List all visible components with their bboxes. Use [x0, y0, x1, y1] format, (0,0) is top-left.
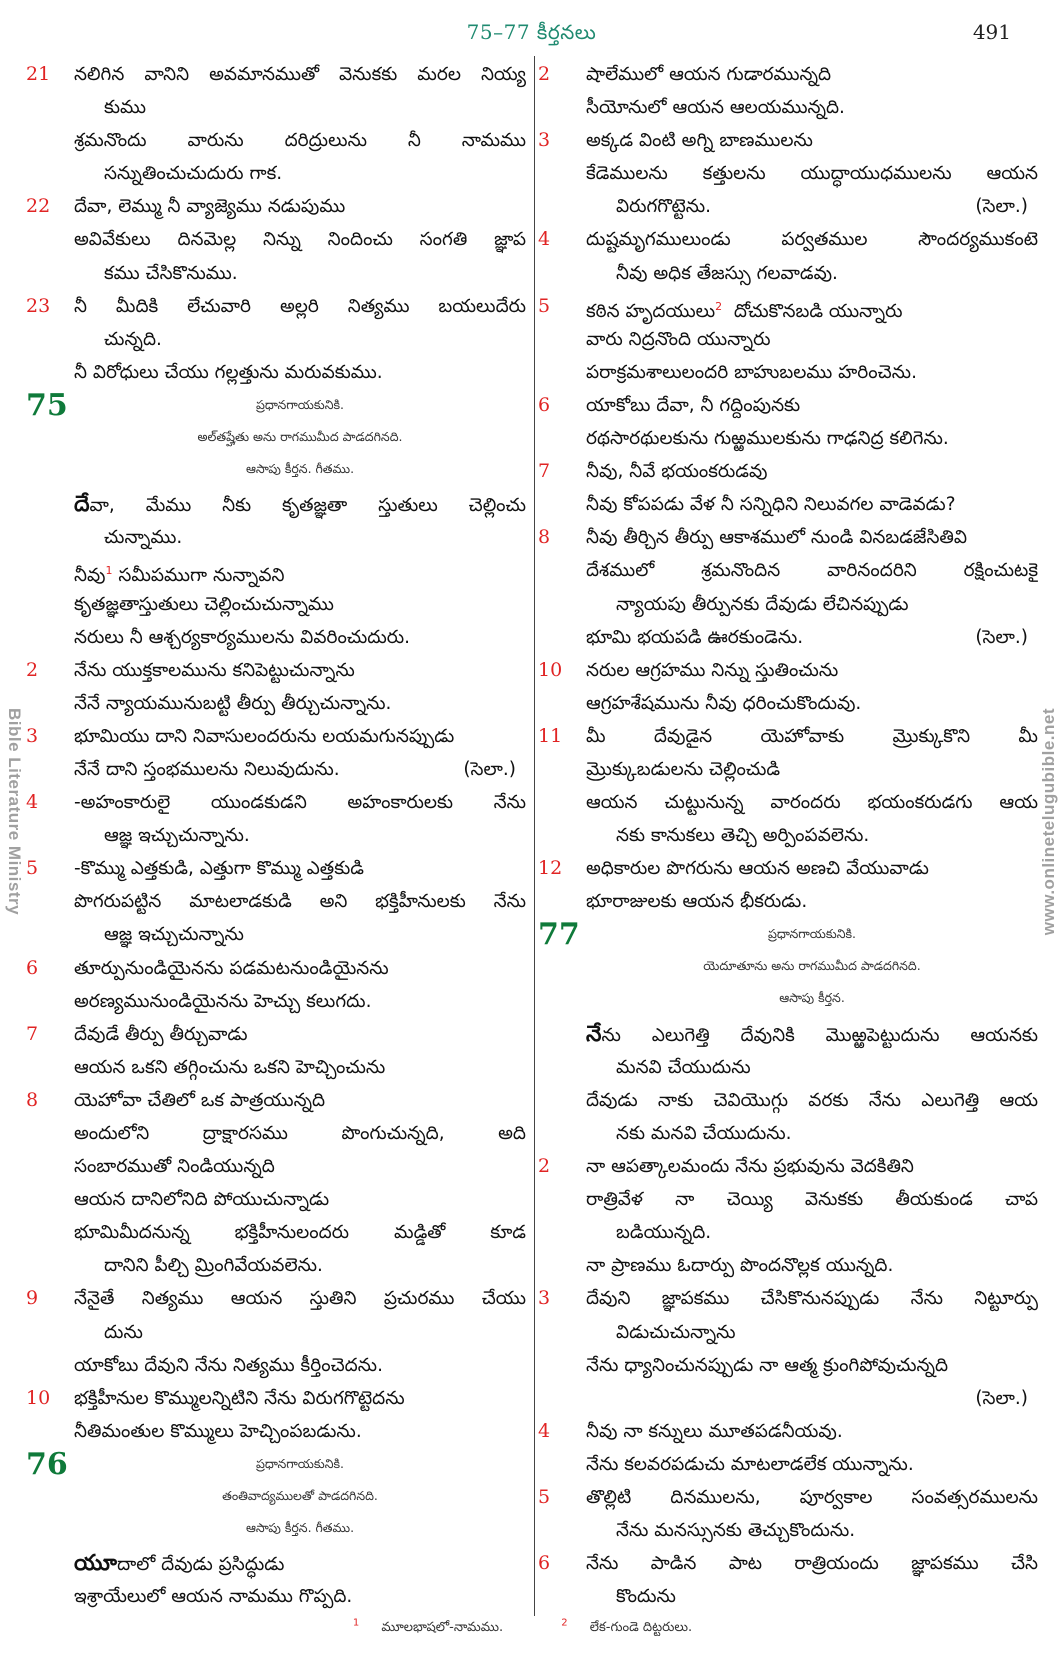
right-column: [538, 58, 1038, 1613]
verse-line: భూమి భయపడి ఊరకుండెను. (సెలా.): [538, 621, 1038, 654]
psalm-superscription: యెదూతూను అను రాగముమీద పాడదగినది.: [703, 958, 921, 974]
verse-line: రాత్రివేళ నా చెయ్యి వెనుకకు తీయకుండ చాప: [586, 1189, 1038, 1211]
verse-line: అవివేకులు దినమెల్ల నిన్ను నిందించు సంగతి జ్ఞాప: [74, 229, 526, 251]
verse-number: 10: [26, 1386, 51, 1409]
selah-marker: (సెలా.): [463, 758, 516, 780]
verse-line: 11 మీ దేవుడైన యెహోవాకు మ్రొక్కుకొని మీ: [538, 720, 1038, 753]
verse-line: 12 అధికారుల పొగరును ఆయన అణచి వేయువాడు: [538, 852, 1038, 885]
verse-line: 2 నేను యుక్తకాలమును కనిపెట్టుచున్నాను: [26, 654, 526, 687]
verse-line: దును: [104, 1321, 143, 1343]
verse-line: మ్రొక్కుబడులను చెల్లించుడి: [586, 758, 781, 780]
verse-line: 6 తూర్పునుండియైనను పడమటనుండియైనను: [26, 952, 526, 985]
verse-line: 8 యెహోవా చేతిలో ఒక పాత్రయున్నది: [26, 1084, 526, 1117]
verse-line: నేను ఎలుగెత్తి దేవునికి మొఱ్ఱపెట్టుదును ఆయనకు: [586, 1021, 1038, 1047]
side-watermark-right: www.onlinetelugubible.net: [1039, 708, 1058, 936]
verse-line: నేను మనస్సునకు తెచ్చుకొందును.: [616, 1520, 856, 1542]
verse-line: 9 నేనైతే నిత్యము ఆయన స్తుతిని ప్రచురము చేయు: [26, 1282, 526, 1315]
verse-line: రథసారథులకును గుఱ్ఱములకును గాఢనిద్ర కలిగెను.: [586, 428, 949, 450]
drop-cap: దే: [74, 492, 90, 518]
verse-line: దేశములో శ్రమనొందిన వారినందరిని రక్షించుటకై: [586, 560, 1038, 582]
verse-line: శ్రమనొందు వారును దరిద్రులును నీ నామము: [74, 130, 526, 152]
verse-number: 6: [538, 393, 551, 416]
verse-line: ఆయన దానిలోనిది పోయుచున్నాడు: [74, 1189, 330, 1211]
verse-line: కుము: [104, 97, 147, 119]
verse-line: 3 దేవుని జ్ఞాపకము చేసికొనునప్పుడు నేను నిట్టూర్పు: [538, 1282, 1038, 1315]
verse-line: 5 తొల్లిటి దినములను, పూర్వకాల సంవత్సరములను: [538, 1481, 1038, 1514]
verse-line: పొగరుపట్టిన మాటలాడకుడి అని భక్తిహీనులకు నేను: [74, 891, 526, 913]
psalm-number: 77: [538, 917, 580, 953]
psalm-superscription: ప్రధానగాయకునికి.: [768, 926, 856, 942]
psalm-76-heading: [26, 1448, 526, 1547]
verse-line: ఆజ్ఞ ఇచ్చుచున్నాను: [104, 924, 244, 946]
verse-line: ఇశ్రాయేలులో ఆయన నామము గొప్పది.: [74, 1586, 353, 1608]
verse-line: నేనే న్యాయమునుబట్టి తీర్పు తీర్చుచున్నాను.: [74, 692, 392, 714]
psalm-77-heading: [538, 918, 1038, 1017]
verse-number: 5: [538, 294, 551, 317]
psalm-superscription: అల్‌తష్హేతు అను రాగముమీద పాడదగినది.: [197, 428, 403, 444]
side-watermark-left: Bible Literature Ministry: [5, 708, 24, 916]
verse-line: 8 నీవు తీర్చిన తీర్పు ఆకాశములో నుండి వినబడజేసితివి: [538, 521, 1038, 554]
verse-number: 7: [26, 1022, 39, 1045]
selah-marker: (సెలా.): [975, 196, 1028, 218]
verse-line: విడుచుచున్నాను: [616, 1321, 736, 1343]
verse-line: చున్నాము.: [104, 527, 183, 549]
verse-number: 2: [538, 1155, 551, 1178]
verse-line: భూమిమీదనున్న భక్తిహీనులందరు మడ్డితో కూడ: [74, 1222, 526, 1244]
verse-line: 10 భక్తిహీనుల కొమ్ములన్నిటిని నేను విరుగగొట్టెదను: [26, 1382, 526, 1415]
verse-line: ఆయన ఒకని తగ్గించును ఒకని హెచ్చించును: [74, 1056, 386, 1078]
footnote-marker: 1: [105, 564, 113, 578]
verse-line: నీవు$^1$ సమీపముగా నున్నావని: [74, 564, 285, 587]
verse-line: దేవా, మేము నీకు కృతజ్ఞతా స్తుతులు చెల్లించు: [74, 492, 526, 518]
verse-line: పరాక్రమశాలులందరి బాహుబలము హరించెను.: [586, 361, 917, 383]
selah-marker: (సెలా.): [975, 626, 1028, 648]
footnote-marker: 2: [715, 299, 723, 313]
verse-number: 7: [538, 460, 551, 483]
column-divider: [534, 56, 535, 1616]
footnote: $^1$ మూలభాషలో-నామము.: [352, 1618, 504, 1636]
verse-number: 3: [538, 129, 551, 152]
psalm-number: 75: [26, 387, 68, 423]
verse-line: 2 నా ఆపత్కాలమందు నేను ప్రభువును వెదకితిని: [538, 1150, 1038, 1183]
verse-line: సంబారముతో నిండియున్నది: [74, 1156, 275, 1178]
verse-number: 8: [26, 1088, 39, 1111]
verse-number: 5: [538, 1486, 551, 1509]
verse-line: 22 దేవా, లెమ్ము నీ వ్యాజ్యెము నడుపుము: [26, 190, 526, 223]
verse-line: నీవు కోపపడు వేళ నీ సన్నిధిని నిలువగల వాడెవడు?: [586, 494, 956, 516]
verse-number: 11: [538, 724, 563, 747]
verse-line: 5 -కొమ్ము ఎత్తకుడి, ఎత్తుగా కొమ్ము ఎత్తకుడి: [26, 852, 526, 885]
verse-number: 9: [26, 1287, 39, 1310]
psalm-superscription: ఆసాపు కీర్తన.: [779, 990, 845, 1006]
verse-line: నకు మనవి చేయుదును.: [616, 1123, 792, 1145]
verse-line: యాకోబు దేవుని నేను నిత్యము కీర్తించెదను.: [74, 1354, 383, 1376]
verse-number: 3: [26, 724, 39, 747]
verse-line: 10 నరుల ఆగ్రహము నిన్ను స్తుతించును: [538, 654, 1038, 687]
verse-line: 7 దేవుడే తీర్పు తీర్చువాడు: [26, 1018, 526, 1051]
verse-number: 4: [538, 1419, 551, 1442]
psalm-superscription: ఆసాపు కీర్తన. గీతము.: [245, 460, 355, 476]
verse-line: నీ విరోధులు చేయు గల్లత్తును మరువకుము.: [74, 361, 383, 383]
verse-line: 6 యాకోబు దేవా, నీ గద్దింపునకు: [538, 389, 1038, 422]
verse-line: నీతిమంతుల కొమ్ములు హెచ్చింపబడును.: [74, 1420, 362, 1442]
verse-line: దానిని పీల్చి మ్రింగివేయవలెను.: [104, 1255, 323, 1277]
verse-line: 5 కఠిన హృదయులు$^2$ దోచుకొనబడి యున్నారు: [538, 290, 1038, 323]
verse-number: 2: [26, 658, 39, 681]
verse-line: 2 షాలేములో ఆయన గుడారమున్నది: [538, 58, 1038, 91]
verse-line: యూదాలో దేవుడు ప్రసిద్ధుడు: [74, 1551, 285, 1577]
verse-number: 21: [26, 63, 51, 85]
verse-number: 5: [26, 857, 39, 880]
verse-number: 23: [26, 294, 51, 317]
verse-line: 7 నీవు, నీవే భయంకరుడవు: [538, 455, 1038, 488]
footnotes: [0, 1618, 1063, 1638]
verse-number: 6: [538, 1552, 551, 1575]
verse-line: నకు కానుకలు తెచ్చి అర్పింపవలెను.: [616, 825, 870, 847]
left-column: [26, 58, 526, 1613]
verse-line: నరులు నీ ఆశ్చర్యకార్యములను వివరించుదురు.: [74, 626, 411, 648]
verse-line: కృతజ్ఞతాస్తుతులు చెల్లించుచున్నాము: [74, 593, 334, 615]
verse-number: 3: [538, 1287, 551, 1310]
psalm-superscription: తంతివాద్యములతో పాడదగినది.: [222, 1487, 378, 1503]
psalm-superscription: ప్రధానగాయకునికి.: [256, 1455, 344, 1471]
verse-number: 10: [538, 658, 563, 681]
verse-line: నేను కలవరపడుచు మాటలాడలేక యున్నాను.: [586, 1453, 914, 1475]
verse-number: 12: [538, 857, 563, 880]
verse-line: అందులోని ద్రాక్షారసము పొంగుచున్నది, అది: [74, 1123, 526, 1145]
psalm-superscription: ప్రధానగాయకునికి.: [256, 396, 344, 412]
verse-line: 4 దుష్టమృగములుండు పర్వతముల సౌందర్యముకంటె: [538, 223, 1038, 256]
verse-line: కము చేసికొనుము.: [104, 262, 238, 284]
verse-line: కేడెములను కత్తులను యుద్ధాయుధములను ఆయన: [586, 163, 1038, 185]
verse-line: 4 -అహంకారులై యుండకుడని అహంకారులకు నేను: [26, 786, 526, 819]
verse-line: భూరాజులకు ఆయన భీకరుడు.: [586, 891, 808, 913]
verse-line: ఆయన చుట్టునున్న వారందరు భయంకరుడగు ఆయ: [586, 792, 1038, 814]
verse-line: బడియున్నది.: [616, 1222, 712, 1244]
running-title: 75–77 కీర్తనలు: [466, 20, 597, 44]
verse-line: 21 నలిగిన వానిని అవమానముతో వెనుకకు మరల నియ్య: [26, 58, 526, 91]
verse-line: మనవి చేయుదును: [616, 1056, 751, 1078]
verse-line: ఆజ్ఞ ఇచ్చుచున్నాను.: [104, 825, 250, 847]
verse-line: అరణ్యమునుండియైనను హెచ్చు కలుగదు.: [74, 990, 372, 1012]
verse-number: 22: [26, 195, 51, 218]
verse-line: విరుగగొట్టెను. (సెలా.): [538, 190, 1038, 223]
verse-line: 6 నేను పాడిన పాట రాత్రియందు జ్ఞాపకము చేసి: [538, 1547, 1038, 1580]
verse-number: 4: [26, 791, 39, 814]
verse-number: 4: [538, 228, 551, 251]
verse-line: 23 నీ మీదికి లేచువారి అల్లరి నిత్యము బయలుదేరు: [26, 290, 526, 323]
selah-marker: (సెలా.): [975, 1387, 1028, 1409]
verse-line: 3 భూమియు దాని నివాసులందరును లయమగునప్పుడు: [26, 720, 526, 753]
verse-number: 8: [538, 526, 551, 549]
verse-number: 6: [26, 956, 39, 979]
verse-line: న్యాయపు తీర్పునకు దేవుడు లేచినప్పుడు: [616, 593, 909, 615]
page-header: [0, 0, 1063, 56]
verse-line: నీవు అధిక తేజస్సు గలవాడవు.: [616, 262, 838, 284]
verse-line: వారు నిద్రనొంది యున్నారు: [586, 328, 771, 350]
verse-line: చున్నది.: [104, 328, 162, 350]
footnote: $^2$ లేక-గుండె దిట్టరులు.: [561, 1618, 693, 1636]
drop-cap: నే: [586, 1021, 602, 1047]
page-number: 491: [972, 20, 1011, 44]
verse-line: దేవుడు నాకు చెవియొగ్గు వరకు నేను ఎలుగెత్తి ఆయ: [586, 1089, 1038, 1111]
drop-cap: యూ: [74, 1551, 117, 1577]
verse-number: 2: [538, 63, 551, 85]
verse-line: ఆగ్రహశేషమును నీవు ధరించుకొందువు.: [586, 692, 862, 714]
verse-line: నేనే దాని స్తంభములను నిలువుదును. (సెలా.): [26, 753, 526, 786]
psalm-75-heading: [26, 389, 526, 488]
verse-line: [538, 1382, 1038, 1415]
verse-line: 4 నీవు నా కన్నులు మూతపడనీయవు.: [538, 1415, 1038, 1448]
verse-line: నా ప్రాణము ఓదార్పు పొందనొల్లక యున్నది.: [586, 1255, 894, 1277]
psalm-number: 76: [26, 1446, 68, 1482]
verse-line: నేను ధ్యానించునప్పుడు నా ఆత్మ క్రుంగిపోవుచున్నది: [586, 1354, 949, 1376]
verse-line: కొందును: [616, 1586, 676, 1608]
verse-line: 3 అక్కడ వింటి అగ్ని బాణములను: [538, 124, 1038, 157]
verse-line: సన్నుతించుచుదురు గాక.: [104, 163, 283, 185]
verse-line: సీయోనులో ఆయన ఆలయమున్నది.: [586, 97, 845, 119]
psalm-superscription: ఆసాపు కీర్తన. గీతము.: [245, 1519, 355, 1535]
